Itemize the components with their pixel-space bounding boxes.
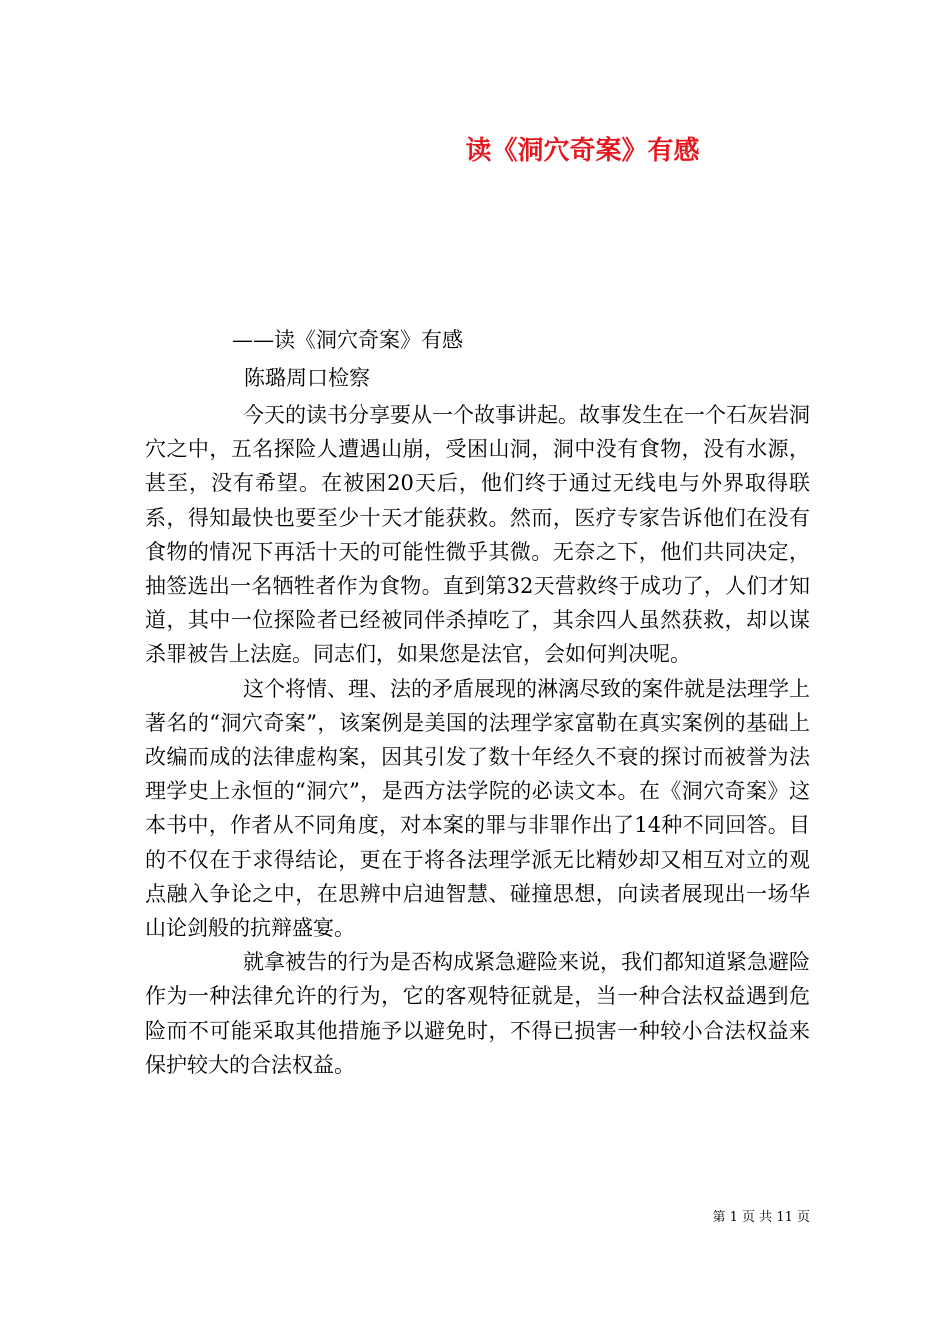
document-subtitle: ——读《洞穴奇案》有感	[232, 328, 463, 352]
paragraph-3: 就拿被告的行为是否构成紧急避险来说，我们都知道紧急避险作为一种法律允许的行为，它的客观特征就是，当一种合法权益遇到危险而不可能采取其他措施予以避免时，不得已损害一种较小合法权益来保护较大的合法权益。	[145, 950, 810, 1077]
paragraph-2: 这个将情、理、法的矛盾展现的淋漓尽致的案件就是法理学上著名的“洞穴奇案”，该案例是美国的法理学家富勒在真实案例的基础上改编而成的法律虚构案，因其引发了数十年经久不衰的探讨而被誉为法理学史上永恒的“洞穴”，是西方法学院的必读文本。在《洞穴奇案》这本书中，作者从不同角度，对本案的罪与非罪作出了14种不同回答。目的不仅在于求得结论，更在于将各法理学派无比精妙却又相互对立的观点融入争论之中，在思辨中启迪智慧、碰撞思想，向读者展现出一场华山论剑般的抗辩盛宴。	[145, 676, 810, 941]
document-body	[145, 398, 810, 1082]
page-footer: 第 1 页 共 11 页	[712, 1210, 810, 1225]
document-author: 陈璐周口检察	[244, 366, 370, 390]
document-title: 读《洞穴奇案》有感	[465, 136, 700, 166]
title-area	[0, 0, 950, 200]
paragraph-1: 今天的读书分享要从一个故事讲起。故事发生在一个石灰岩洞穴之中，五名探险人遭遇山崩，受困山洞，洞中没有食物，没有水源，甚至，没有希望。在被困20天后，他们终于通过无线电与外界取得联系，得知最快也要至少十天才能获救。然而，医疗专家告诉他们在没有食物的情况下再活十天的可能性微乎其微。无奈之下，他们共同决定，抽签选出一名牺牲者作为食物。直到第32天营救终于成功了，人们才知道，其中一位探险者已经被同伴杀掉吃了，其余四人虽然获救，却以谋杀罪被告上法庭。同志们，如果您是法官，会如何判决呢。	[145, 403, 810, 667]
